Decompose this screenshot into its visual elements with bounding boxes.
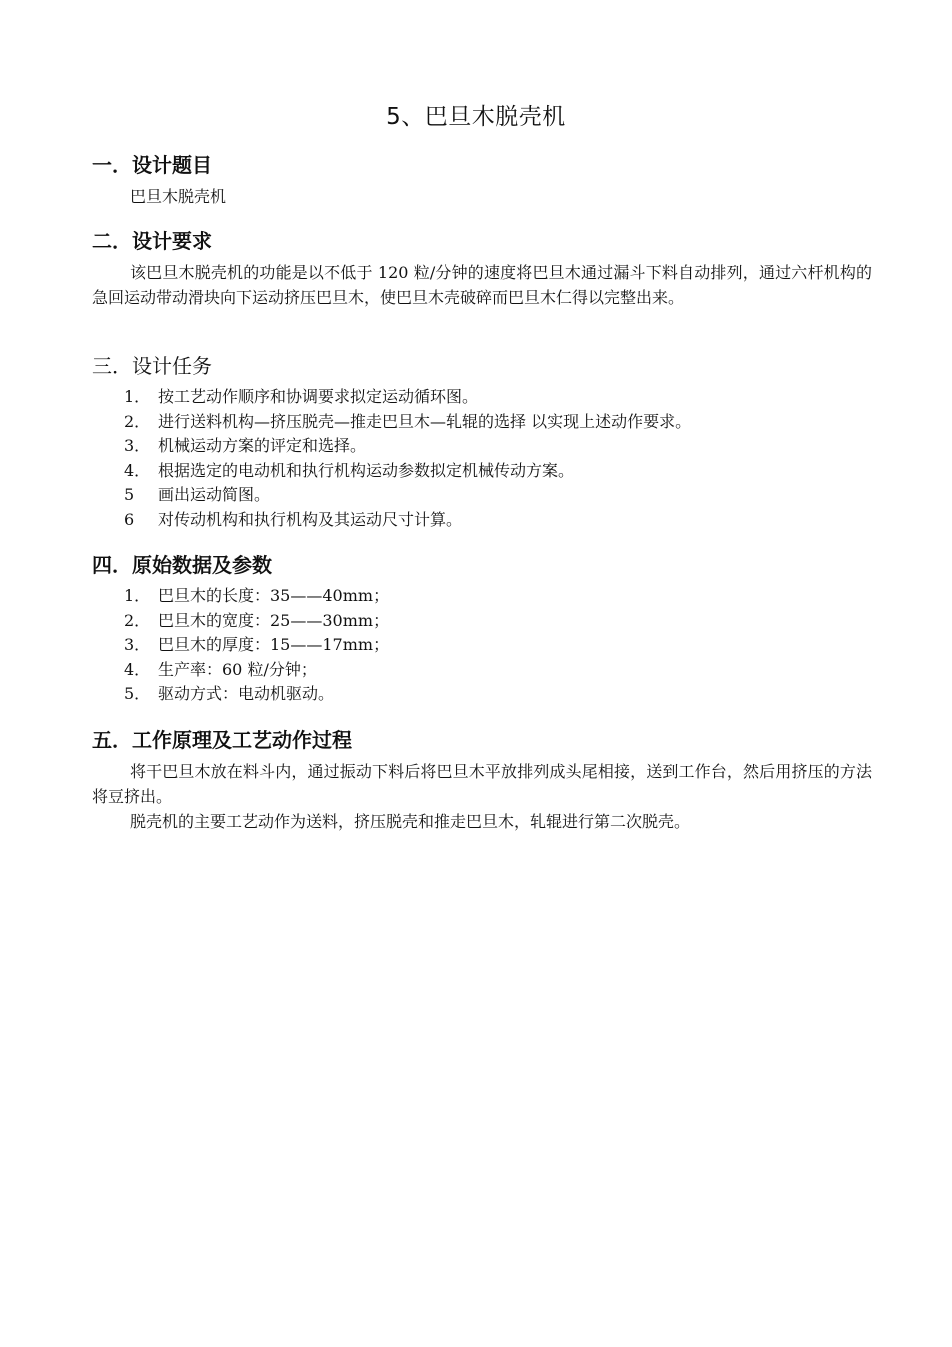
task-list: [92, 385, 872, 532]
section-heading: 四．原始数据及参数: [92, 553, 272, 577]
list-number: 1．: [124, 586, 151, 605]
list-text: 巴旦木的厚度：15——17mm；: [158, 635, 390, 654]
list-item: [124, 459, 872, 484]
list-text: 驱动方式：电动机驱动。: [158, 684, 335, 703]
list-text: 根据选定的电动机和执行机构运动参数拟定机械传动方案。: [158, 460, 575, 480]
list-number: 2．: [124, 610, 151, 630]
list-text: 画出运动简图。: [158, 485, 271, 504]
section-design-requirements: [92, 226, 872, 310]
list-text: 巴旦木的宽度：25——30mm；: [158, 610, 390, 630]
topic-line: 巴旦木脱壳机: [130, 187, 227, 206]
list-number: 4．: [124, 460, 151, 480]
section-heading: 二．设计要求: [92, 229, 212, 253]
list-item: [124, 658, 872, 683]
section-design-topic: [92, 150, 872, 209]
list-number: 5: [124, 485, 135, 504]
requirements-paragraph: 该巴旦木脱壳机的功能是以不低于 120 粒/分钟的速度将巴旦木通过漏斗下料自动排列，通过六杆机构的急回运动带动滑块向下运动挤压巴旦木，使巴旦木壳破碎而巴旦木仁得以完整出来。: [92, 263, 872, 307]
list-item: [124, 410, 872, 435]
list-item: [124, 682, 872, 707]
principle-paragraph: 将干巴旦木放在料斗内，通过振动下料后将巴旦木平放排列成头尾相接，送到工作台，然后用挤压的方法将豆挤出。: [92, 762, 872, 806]
list-number: 3．: [124, 436, 151, 455]
list-text: 进行送料机构—挤压脱壳—推走巴旦木—轧辊的选择 以实现上述动作要求。: [158, 411, 692, 431]
list-number: 4．: [124, 659, 151, 679]
list-number: 1．: [124, 387, 151, 406]
parameter-list: [92, 584, 872, 707]
list-text: 按工艺动作顺序和协调要求拟定运动循环图。: [158, 387, 479, 406]
section-heading: 三．设计任务: [92, 354, 212, 378]
list-item: [124, 633, 872, 658]
section-raw-data-parameters: [92, 550, 872, 707]
list-number: 6: [124, 509, 135, 529]
list-number: 2．: [124, 411, 151, 431]
list-item: [124, 584, 872, 609]
list-number: 5．: [124, 684, 151, 703]
list-text: 对传动机构和执行机构及其运动尺寸计算。: [158, 509, 463, 529]
list-item: [124, 483, 872, 508]
section-heading: 一．设计题目: [92, 153, 212, 177]
list-text: 机械运动方案的评定和选择。: [158, 436, 367, 455]
section-design-tasks: [92, 351, 872, 532]
document-title: 5、巴旦木脱壳机: [386, 104, 566, 130]
section-working-principle: [92, 725, 872, 834]
list-item: [124, 434, 872, 459]
list-text: 巴旦木的长度：35——40mm；: [158, 586, 390, 605]
list-text: 生产率：60 粒/分钟；: [158, 659, 317, 679]
list-number: 3．: [124, 635, 151, 654]
principle-paragraph: 脱壳机的主要工艺动作为送料，挤压脱壳和推走巴旦木，轧辊进行第二次脱壳。: [130, 812, 691, 831]
section-heading: 五．工作原理及工艺动作过程: [92, 728, 352, 752]
list-item: [124, 385, 872, 410]
list-item: [124, 508, 872, 533]
list-item: [124, 609, 872, 634]
